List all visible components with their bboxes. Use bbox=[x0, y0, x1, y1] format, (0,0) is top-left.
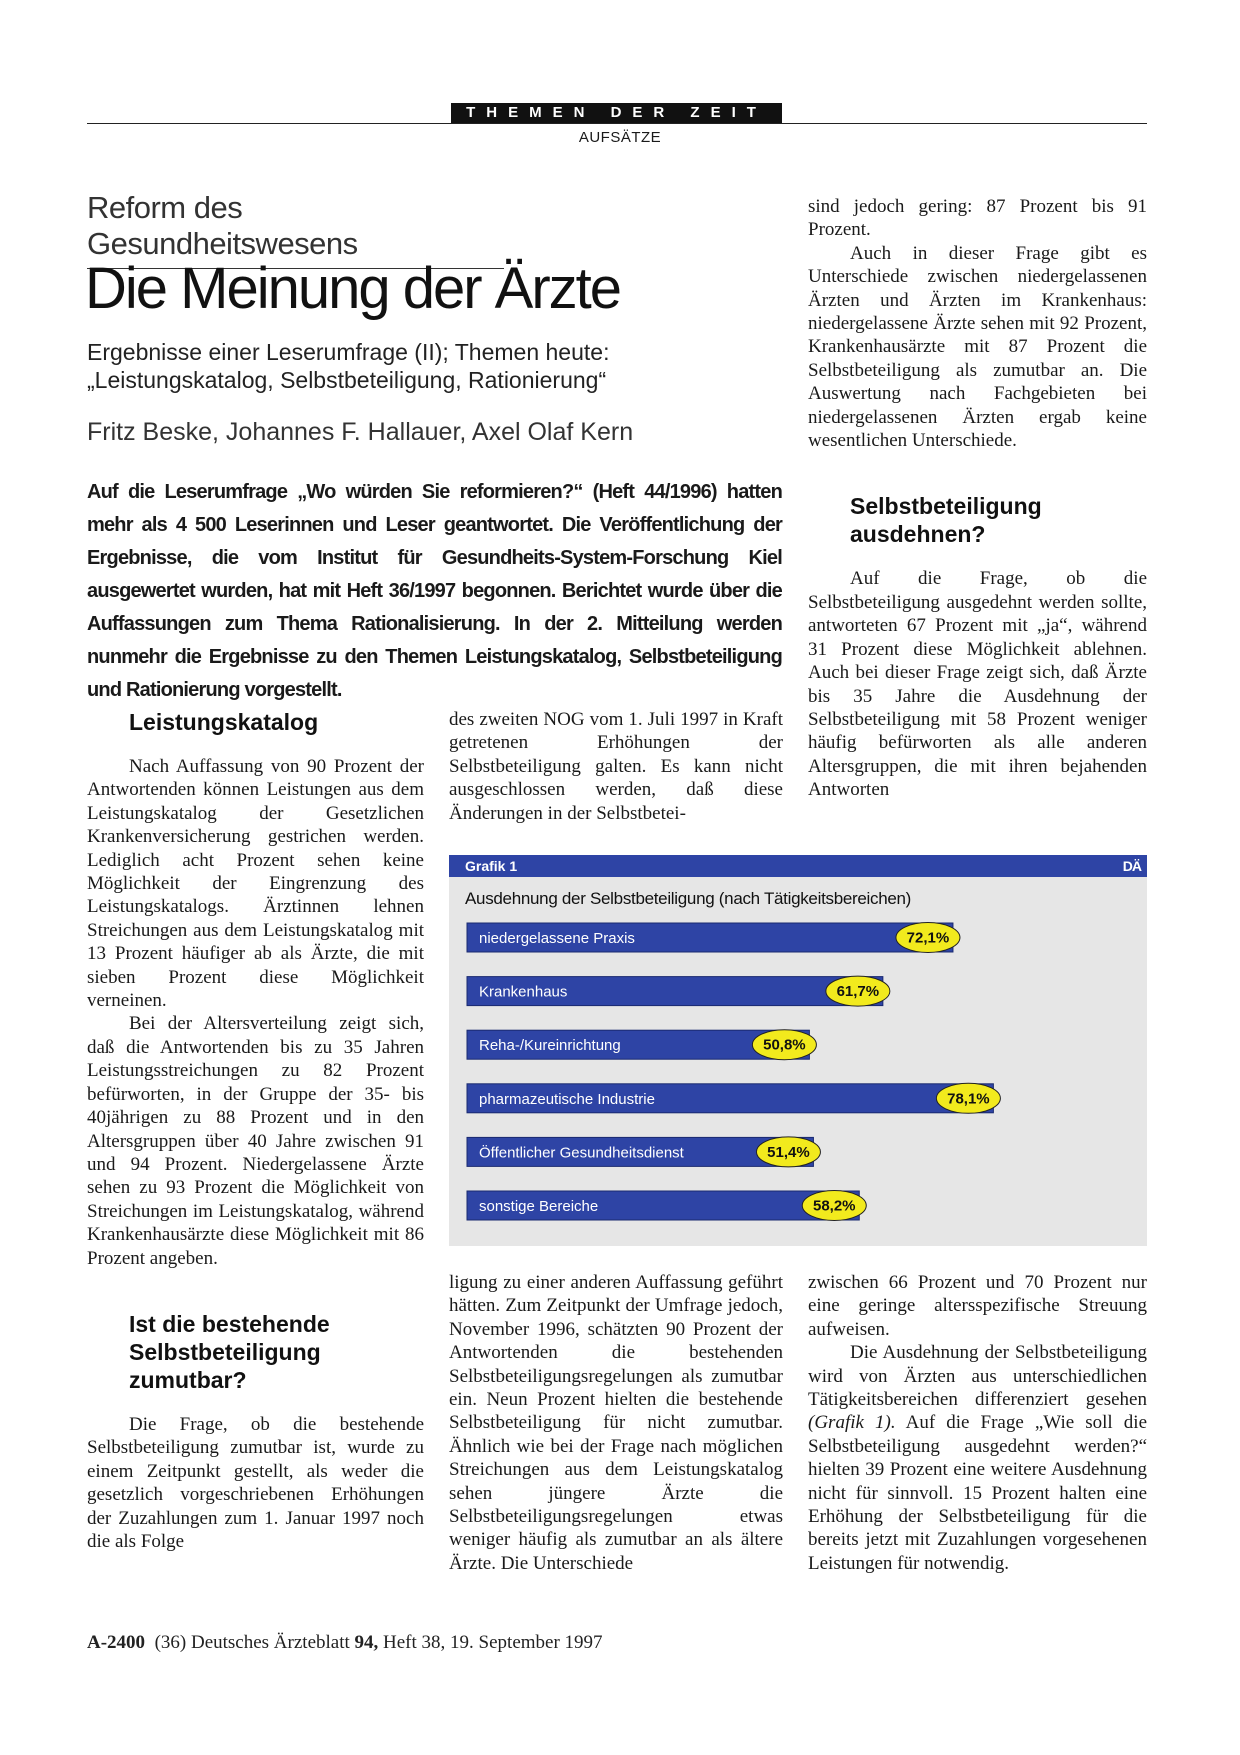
paragraph: des zweiten NOG vom 1. Juli 1997 in Kraft getretenen Erhöhungen der Selbstbeteiligung galten. Es kann nicht ausgeschlossen werden, daß diese Änderungen in der Selbstbetei- bbox=[449, 709, 783, 824]
column-3-top bbox=[808, 195, 1147, 802]
article-lead: Auf die Leserumfrage „Wo würden Sie reformieren?“ (Heft 44/1996) hatten mehr als 4 500 Leserinnen und Leser geantwortet. Die Veröffentlichung der Ergebnisse, die vom Institut für Gesundheits-System-Forschung Kiel ausgewertet wurden, hat mit Heft 36/1997 begonnen. Berichtet wurde über die Auffassungen zum Thema Rationalisierung. In der 2. Mitteilung werden nunmehr die Ergebnisse zu den Themen Leistungskatalog, Selbstbeteiligung und Rationierung vorgestellt. bbox=[87, 481, 782, 701]
subtitle-line: Ergebnisse einer Leserumfrage (II); Themen heute: bbox=[87, 339, 610, 365]
bar-value-label: 51,4% bbox=[767, 1143, 810, 1161]
bar-category-label: niedergelassene Praxis bbox=[479, 930, 635, 947]
paragraph: Nach Auffassung von 90 Prozent der Antwortenden können Leistungen aus dem Leistungskatalog der Gesetzlichen Krankenversicherung gestrichen werden. Lediglich acht Prozent sehen keine Möglichkeit der Eingrenzung des Leistungskatalogs. Ärztinnen lehnen Streichungen aus dem Leistungskatalog mit 13 Prozent häufiger ab als Ärzte, die mit sieben Prozent diese Möglichkeit verneinen. bbox=[87, 756, 424, 1012]
subtitle-line: „Leistungskatalog, Selbstbeteiligung, Rationierung“ bbox=[87, 367, 607, 393]
bar-category-label: sonstige Bereiche bbox=[479, 1198, 599, 1215]
article-subtitle bbox=[87, 338, 647, 394]
footer-text: Heft 38, 19. September 1997 bbox=[378, 1632, 603, 1653]
paragraph: ligung zu einer anderen Auffassung geführt hätten. Zum Zeitpunkt der Umfrage jedoch, November 1996, schätzten 90 Prozent der Antwortenden die bestehenden Selbstbeteiligungsregelungen als zumutbar ein. Neun Prozent hielten die bestehende Selbstbeteiligung für nicht zumutbar. Ähnlich wie bei der Frage nach möglichen Streichungen aus dem Leistungskatalog sehen jüngere Ärzte die Selbstbeteiligungsregelungen etwas weniger häufig als zumutbar an als ältere Ärzte. Die Unterschiede bbox=[449, 1272, 783, 1574]
section-heading: Ist die bestehende Selbstbeteiligung zumutbar? bbox=[129, 1310, 330, 1393]
section-subtitle: AUFSÄTZE bbox=[578, 129, 662, 146]
chart-label: Grafik 1 bbox=[465, 858, 518, 874]
bar-value-label: 61,7% bbox=[836, 983, 880, 1001]
paragraph: Auch in dieser Frage gibt es Unterschiede zwischen niedergelassenen Ärzten und Ärzten im Krankenhaus: niedergelassene Ärzte sehen mit 92 Prozent, Krankenhausärzte mit 87 Prozent die Selbstbeteiligung als zumutbar an. Die Auswertung nach Fachgebieten bei niedergelassenen Ärzten ergab keine wesentlichen Unterschiede. bbox=[808, 242, 1147, 452]
chart-plot bbox=[449, 855, 1147, 1246]
column-1 bbox=[87, 708, 424, 1553]
chart-grafik-1 bbox=[449, 855, 1147, 1246]
paragraph bbox=[808, 1341, 1147, 1575]
chart-title: Ausdehnung der Selbstbeteiligung (nach Tätigkeitsbereichen) bbox=[465, 889, 912, 908]
bar-category-label: Öffentlicher Gesundheitsdienst bbox=[479, 1144, 684, 1162]
column-3-bottom bbox=[808, 1271, 1147, 1575]
bar-value-label: 72,1% bbox=[906, 929, 950, 947]
bar-category-label: Reha-/Kureinrichtung bbox=[479, 1037, 621, 1055]
text-run: Die Ausdehnung der Selbstbeteiligung wird von Ärzten aus unterschiedlichen Tätigkeitsbereichen differenziert gesehen bbox=[808, 1342, 1147, 1411]
text-run: Auf die Frage „Wie soll die Selbstbeteiligung ausgedehnt werden?“ hielten 39 Prozent eine weitere Ausdehnung nicht für sinnvoll. 15 Prozent halten eine Erhöhung der Selbstbeteiligung für die bereits jetzt mit Zuzahlungen vorgesehenen Leistungen für notwendig. bbox=[808, 1412, 1148, 1574]
figure-reference: (Grafik 1). bbox=[808, 1412, 896, 1434]
section-heading: Leistungskatalog bbox=[129, 709, 319, 735]
section-band: THEMEN DER ZEIT bbox=[451, 103, 782, 123]
paragraph: Die Frage, ob die bestehende Selbstbeteiligung zumutbar ist, wurde zu einem Zeitpunkt gestellt, als weder die gesetzlich vorgeschriebenen Erhöhungen der Zuzahlungen zum 1. Januar 1997 noch die als Folge bbox=[87, 1413, 424, 1552]
page-number: A-2400 bbox=[87, 1632, 146, 1653]
column-2-top bbox=[449, 708, 783, 825]
paragraph: Bei der Altersverteilung zeigt sich, daß die Antwortenden bis zu 35 Jahren Leistungsstreichungen zu 82 Prozent befürworten, in der Gruppe der 35- bis 40jährigen zu 88 Prozent und in den Altersgruppen über 40 Jahre zwischen 91 und 94 Prozent. Niedergelassene Ärzte sehen zu 93 Prozent die Möglichkeit von Streichungen im Leistungskatalog, während Krankenhausärzte diese Möglichkeit mit 86 Prozent angeben. bbox=[87, 1013, 424, 1269]
bar-value-label: 50,8% bbox=[763, 1036, 806, 1054]
header-rule bbox=[87, 123, 1147, 124]
column-2-bottom bbox=[449, 1271, 783, 1575]
footer-volume: 94, bbox=[354, 1632, 379, 1653]
paragraph: sind jedoch gering: 87 Prozent bis 91 Prozent. bbox=[808, 196, 1147, 241]
bar-category-label: pharmazeutische Industrie bbox=[479, 1090, 655, 1108]
section-heading: Selbstbeteiligung ausdehnen? bbox=[850, 493, 1042, 548]
article-title: Die Meinung der Ärzte bbox=[85, 256, 621, 321]
chart-logo: DÄ bbox=[1122, 858, 1141, 874]
article-authors: Fritz Beske, Johannes F. Hallauer, Axel Olaf Kern bbox=[87, 418, 634, 446]
article-kicker: Reform des Gesundheitswesens bbox=[87, 190, 504, 269]
bar-category-label: Krankenhaus bbox=[479, 983, 568, 1001]
paragraph: Auf die Frage, ob die Selbstbeteiligung ausgedehnt werden sollte, antworteten 67 Prozent mit „ja“, während 31 Prozent diese Möglichkeit ablehnen. Auch bei dieser Frage zeigt sich, daß Ärzte bis 35 Jahre die Ausdehnung der Selbstbeteiligung mit 58 Prozent weniger häufig befürworten als alle anderen Altersgruppen, die mit ihren bejahenden Antworten bbox=[808, 568, 1147, 801]
bar-value-label: 78,1% bbox=[947, 1090, 990, 1108]
footer-text: (36) Deutsches Ärzteblatt bbox=[154, 1632, 355, 1653]
paragraph: zwischen 66 Prozent und 70 Prozent nur eine geringe altersspezifische Streuung aufweisen. bbox=[808, 1272, 1147, 1340]
page-footer bbox=[87, 1632, 603, 1654]
bar-value-label: 58,2% bbox=[812, 1197, 856, 1215]
